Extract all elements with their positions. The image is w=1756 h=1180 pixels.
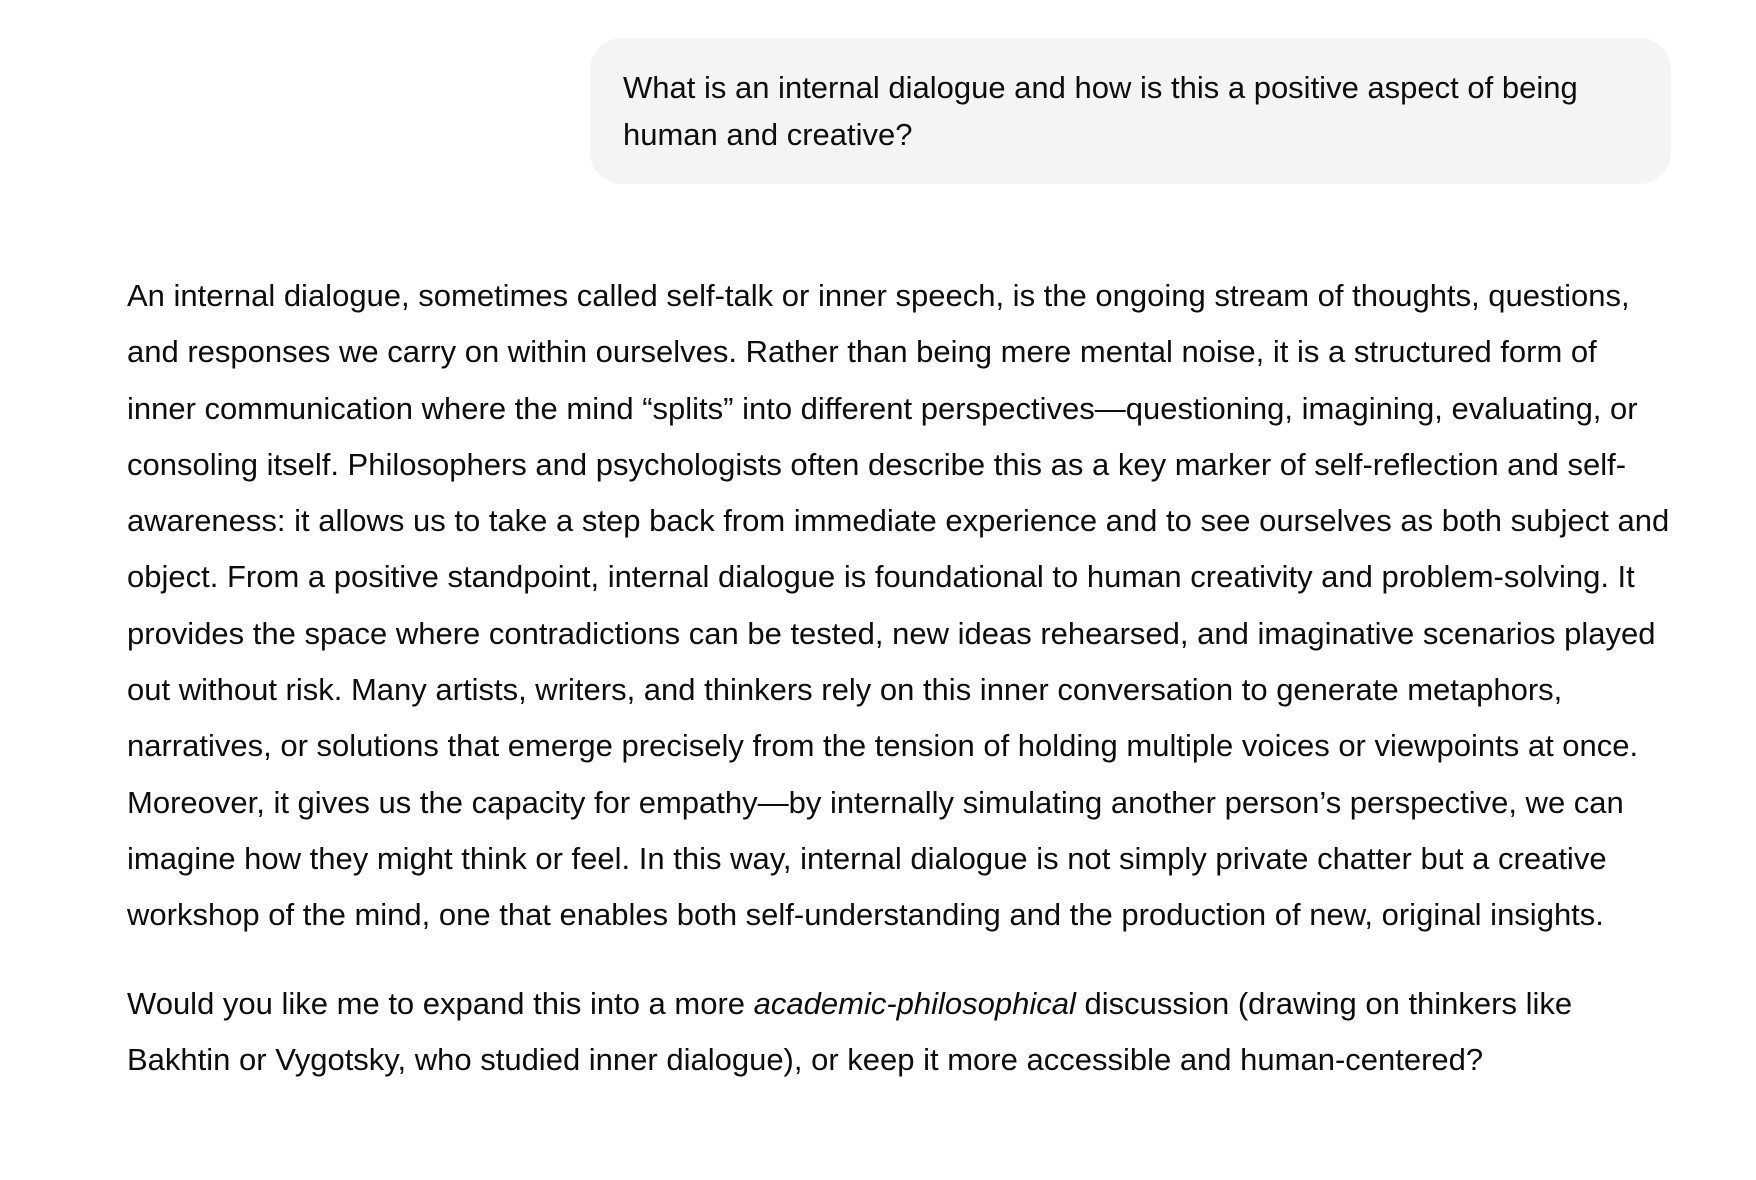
user-message-text: What is an internal dialogue and how is this a positive aspect of being human and creative? [623,70,1578,152]
followup-text-end: discussion (drawing on thinkers like Bakhtin or Vygotsky, who studied inner dialogue), or keep it more accessible and human-centered? [127,985,1573,1077]
user-message-bubble [590,38,1671,184]
followup-text-start: Would you like me to expand this into a more [127,985,754,1021]
assistant-paragraph: An internal dialogue, sometimes called self-talk or inner speech, is the ongoing stream of thoughts, questions, and responses we carry on within ourselves. Rather than being mere mental noise, it is a structured form of inner communication where the mind “splits” into different perspectives—questioning, imagining, evaluating, or consoling itself. Philosophers and psychologists often describe this as a key marker of self-reflection and self-awareness: it allows us to take a step back from immediate experience and to see ourselves as both subject and object. From a positive standpoint, internal dialogue is foundational to human creativity and problem-solving. It provides the space where contradictions can be tested, new ideas rehearsed, and imaginative scenarios played out without risk. Many artists, writers, and thinkers rely on this inner conversation to generate metaphors, narratives, or solutions that emerge precisely from the tension of holding multiple voices or viewpoints at once. Moreover, it gives us the capacity for empathy—by internally simulating another person’s perspective, we can imagine how they might think or feel. In this way, internal dialogue is not simply private chatter but a creative workshop of the mind, one that enables both self-understanding and the production of new, original insights. [127,278,1670,933]
followup-emphasis: academic-philosophical [753,985,1076,1021]
assistant-paragraph-followup [127,976,1672,1089]
assistant-message [127,268,1672,1088]
